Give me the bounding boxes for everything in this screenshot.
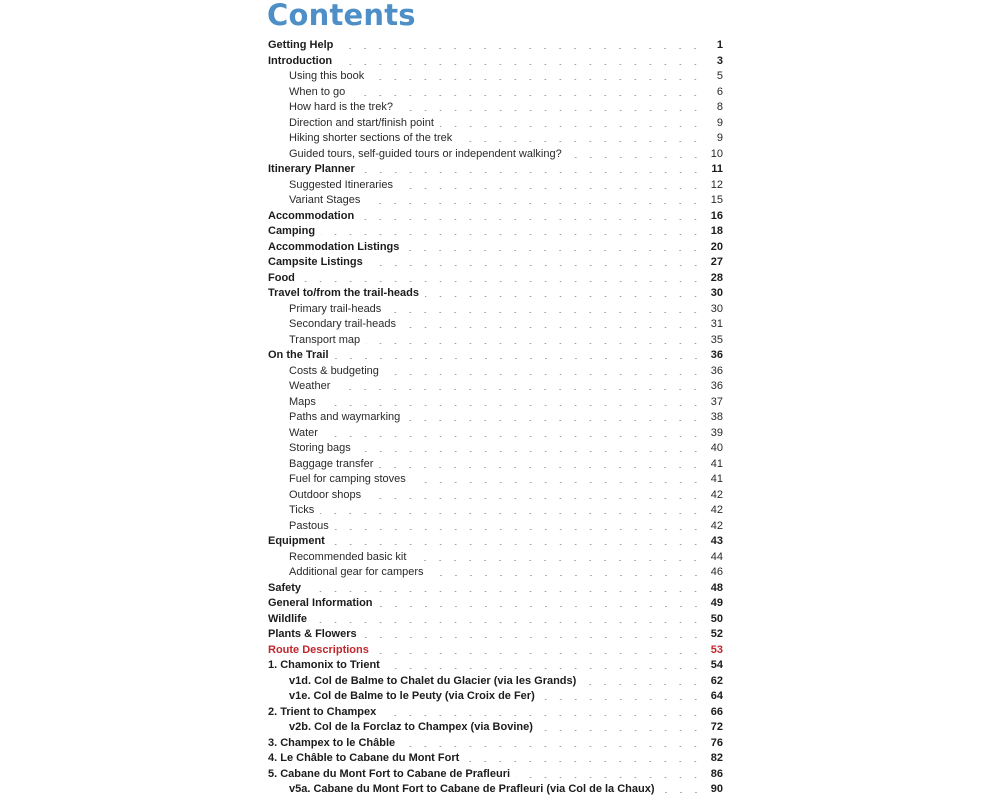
toc-entry[interactable]	[268, 658, 723, 674]
toc-entry[interactable]	[268, 193, 723, 209]
dot-leader	[385, 374, 703, 375]
toc-entry[interactable]	[268, 720, 723, 736]
toc-entry[interactable]	[268, 767, 723, 783]
toc-entry-label: Transport map	[289, 333, 361, 346]
dot-leader	[331, 544, 703, 545]
toc-entry-label: Costs & budgeting	[289, 364, 379, 377]
toc-entry-page-number: 39	[710, 426, 723, 439]
toc-entry[interactable]	[268, 534, 723, 550]
dot-leader	[382, 715, 703, 716]
toc-entry-page-number: 6	[716, 85, 723, 98]
toc-entry-page-number: 18	[710, 225, 723, 237]
toc-entry-page-number: 41	[710, 457, 723, 470]
toc-entry-label: Variant Stages	[289, 194, 361, 206]
toc-entry[interactable]	[268, 643, 723, 659]
toc-entry-page-number: 12	[710, 178, 723, 191]
dot-leader	[541, 699, 703, 700]
toc-entry-label: Pastous	[289, 519, 329, 532]
toc-entry[interactable]	[268, 550, 723, 566]
dot-leader	[465, 761, 703, 762]
dot-leader	[406, 420, 703, 421]
toc-entry[interactable]	[268, 271, 723, 287]
toc-entry-label: Camping	[268, 225, 316, 237]
toc-entry-label: Route Descriptions	[268, 643, 369, 656]
dot-leader	[367, 498, 703, 499]
toc-entry[interactable]	[268, 178, 723, 194]
toc-entry[interactable]	[268, 38, 723, 54]
toc-entry-label: Weather	[289, 380, 331, 392]
toc-entry-page-number: 52	[710, 628, 723, 640]
toc-entry-page-number: 42	[710, 488, 723, 501]
toc-entry[interactable]	[268, 410, 723, 426]
toc-entry-label: 1. Chamonix to Trient	[268, 659, 380, 671]
toc-entry-page-number: 36	[710, 364, 723, 377]
dot-leader	[363, 637, 703, 638]
dot-leader	[324, 436, 703, 437]
toc-entry-page-number: 30	[710, 287, 723, 299]
toc-entry-label: Additional gear for campers	[289, 566, 424, 578]
toc-entry-label: Maps	[289, 395, 316, 408]
dot-leader	[582, 684, 703, 685]
dot-leader	[379, 467, 703, 468]
dot-leader	[425, 296, 703, 297]
toc-entry[interactable]	[268, 116, 723, 132]
toc-entry-page-number: 31	[710, 318, 723, 330]
toc-entry[interactable]	[268, 457, 723, 473]
dot-leader	[338, 64, 703, 65]
toc-entry-label: v5a. Cabane du Mont Fort to Cabane de Prafleuri (via Col de la Chaux)	[289, 783, 655, 795]
dot-leader	[516, 777, 703, 778]
toc-entry-page-number: 28	[710, 271, 723, 284]
toc-entry-label: Campsite Listings	[268, 256, 363, 268]
toc-entry-page-number: 9	[716, 116, 723, 129]
dot-leader	[375, 653, 703, 654]
dot-leader	[301, 281, 703, 282]
toc-entry-page-number: 41	[710, 473, 723, 485]
toc-entry[interactable]	[268, 395, 723, 411]
dot-leader	[336, 389, 703, 390]
toc-entry[interactable]	[268, 751, 723, 767]
toc-entry[interactable]	[268, 54, 723, 70]
toc-entry[interactable]	[268, 488, 723, 504]
toc-entry-page-number: 66	[710, 705, 723, 718]
toc-entry-page-number: 15	[710, 194, 723, 206]
toc-entry-page-number: 50	[710, 612, 723, 625]
dot-leader	[387, 312, 703, 313]
toc-entry[interactable]	[268, 162, 723, 178]
toc-entry-page-number: 44	[710, 550, 723, 563]
toc-entry-label: Equipment	[268, 535, 325, 547]
toc-entry-page-number: 8	[716, 101, 723, 113]
toc-entry[interactable]	[268, 441, 723, 457]
toc-entry-label: How hard is the trek?	[289, 101, 393, 113]
toc-entry-label: 2. Trient to Champex	[268, 705, 377, 718]
dot-leader	[307, 591, 703, 592]
dot-leader	[321, 234, 703, 235]
toc-entry[interactable]	[268, 333, 723, 349]
toc-entry-page-number: 36	[710, 349, 723, 361]
toc-entry[interactable]	[268, 147, 723, 163]
toc-entry-label: Secondary trail-heads	[289, 318, 397, 330]
dot-leader	[402, 327, 703, 328]
toc-entry[interactable]	[268, 426, 723, 442]
toc-entry-page-number: 1	[716, 39, 723, 51]
toc-entry-page-number: 82	[710, 752, 723, 764]
dot-leader	[440, 126, 703, 127]
toc-entry-page-number: 40	[710, 442, 723, 454]
dot-leader	[399, 110, 703, 111]
page-title: Contents	[267, 0, 416, 32]
toc-entry[interactable]	[268, 782, 723, 798]
toc-entry-page-number: 48	[710, 581, 723, 594]
toc-entry[interactable]	[268, 209, 723, 225]
toc-entry[interactable]	[268, 705, 723, 721]
toc-entry[interactable]	[268, 519, 723, 535]
dot-leader	[568, 157, 703, 158]
dot-leader	[539, 730, 703, 731]
toc-entry-label: Suggested Itineraries	[289, 178, 393, 191]
dot-leader	[401, 746, 703, 747]
toc-entry[interactable]	[268, 255, 723, 271]
toc-entry-label: Recommended basic kit	[289, 550, 407, 563]
toc-entry[interactable]	[268, 348, 723, 364]
dot-leader	[405, 250, 703, 251]
toc-entry-page-number: 37	[710, 395, 723, 408]
toc-entry-label: Fuel for camping stoves	[289, 473, 406, 485]
dot-leader	[322, 405, 703, 406]
toc-entry-page-number: 27	[710, 256, 723, 268]
toc-entry-label: Plants & Flowers	[268, 628, 357, 640]
toc-entry-label: Introduction	[268, 54, 333, 67]
dot-leader	[430, 575, 703, 576]
toc-entry-label: Accommodation	[268, 209, 355, 222]
toc-entry-page-number: 11	[711, 163, 723, 175]
toc-entry-label: Using this book	[289, 70, 365, 82]
toc-entry-label: On the Trail	[268, 349, 329, 361]
toc-entry-page-number: 49	[710, 597, 723, 609]
toc-entry[interactable]	[268, 131, 723, 147]
toc-entry[interactable]	[268, 302, 723, 318]
toc-entry-page-number: 38	[710, 411, 723, 423]
toc-entry-page-number: 72	[710, 721, 723, 733]
toc-entry-page-number: 76	[710, 736, 723, 749]
toc-entry-label: Food	[268, 271, 295, 284]
toc-entry-label: Paths and waymarking	[289, 411, 401, 423]
dot-leader	[366, 203, 703, 204]
toc-entry-label: General Information	[268, 597, 373, 609]
toc-entry-label: Wildlife	[268, 612, 308, 625]
toc-entry-page-number: 9	[716, 132, 723, 144]
toc-entry[interactable]	[268, 240, 723, 256]
toc-entry-label: Safety	[268, 581, 302, 594]
toc-entry-page-number: 86	[710, 767, 723, 780]
toc-entry-label: Water	[289, 426, 318, 439]
toc-entry-label: Accommodation Listings	[268, 240, 400, 253]
toc-entry[interactable]	[268, 581, 723, 597]
toc-entry-page-number: 53	[710, 643, 723, 656]
toc-entry-label: 4. Le Châble to Cabane du Mont Fort	[268, 752, 460, 764]
dot-leader	[361, 172, 703, 173]
toc-entry[interactable]	[268, 627, 723, 643]
dot-leader	[366, 343, 703, 344]
toc-entry[interactable]	[268, 472, 723, 488]
dot-leader	[339, 48, 703, 49]
toc-entry[interactable]	[268, 85, 723, 101]
toc-entry-page-number: 16	[710, 209, 723, 222]
toc-entry-page-number: 42	[710, 519, 723, 532]
toc-entry[interactable]	[268, 100, 723, 116]
toc-entry[interactable]	[268, 379, 723, 395]
toc-entry-label: v1e. Col de Balme to le Peuty (via Croix de Fer)	[289, 690, 535, 702]
dot-leader	[320, 513, 703, 514]
toc-entry-label: Hiking shorter sections of the trek	[289, 132, 453, 144]
toc-entry-label: v1d. Col de Balme to Chalet du Glacier (via les Grands)	[289, 674, 577, 687]
toc-entry[interactable]	[268, 224, 723, 240]
dot-leader	[661, 792, 703, 793]
dot-leader	[412, 560, 703, 561]
toc-entry[interactable]	[268, 69, 723, 85]
toc-entry-page-number: 5	[716, 70, 723, 82]
toc-entry-label: v2b. Col de la Forclaz to Champex (via Bovine)	[289, 721, 533, 733]
dot-leader	[335, 529, 703, 530]
toc-entry-page-number: 10	[710, 147, 723, 160]
toc-entry-label: Storing bags	[289, 442, 351, 454]
toc-entry-page-number: 36	[710, 380, 723, 392]
toc-entry-label: Primary trail-heads	[289, 302, 382, 315]
toc-entry[interactable]	[268, 736, 723, 752]
toc-entry-page-number: 46	[710, 566, 723, 578]
toc-entry[interactable]	[268, 503, 723, 519]
dot-leader	[357, 451, 703, 452]
toc-entry-label: Travel to/from the trail-heads	[268, 287, 419, 299]
dot-leader	[313, 622, 703, 623]
toc-entry-label: Guided tours, self-guided tours or independent walking?	[289, 147, 562, 160]
dot-leader	[360, 219, 703, 220]
toc-entry-page-number: 64	[710, 690, 723, 702]
toc-entry[interactable]	[268, 612, 723, 628]
toc-entry-label: 5. Cabane du Mont Fort to Cabane de Prafleuri	[268, 767, 511, 780]
toc-entry-label: Getting Help	[268, 39, 334, 51]
toc-entry-page-number: 30	[710, 302, 723, 315]
toc-entry[interactable]	[268, 364, 723, 380]
dot-leader	[412, 482, 703, 483]
dot-leader	[386, 668, 703, 669]
toc-entry-label: Itinerary Planner	[268, 163, 355, 175]
dot-leader	[399, 188, 703, 189]
dot-leader	[369, 265, 703, 266]
toc-entry-page-number: 54	[710, 659, 723, 671]
toc-entry-label: 3. Champex to le Châble	[268, 736, 396, 749]
toc-entry-page-number: 90	[710, 783, 723, 795]
toc-entry-label: Outdoor shops	[289, 488, 362, 501]
toc-entry-page-number: 35	[710, 333, 723, 346]
toc-entry[interactable]	[268, 689, 723, 705]
table-of-contents	[268, 38, 723, 798]
toc-entry-page-number: 20	[710, 240, 723, 253]
toc-entry-label: Baggage transfer	[289, 457, 374, 470]
toc-entry-label: Ticks	[289, 504, 315, 516]
toc-entry[interactable]	[268, 286, 723, 302]
toc-entry[interactable]	[268, 596, 723, 612]
toc-entry-label: Direction and start/finish point	[289, 116, 434, 129]
dot-leader	[379, 606, 703, 607]
toc-entry-page-number: 42	[710, 504, 723, 516]
toc-entry[interactable]	[268, 317, 723, 333]
dot-leader	[335, 358, 703, 359]
dot-leader	[370, 79, 703, 80]
toc-entry-page-number: 3	[716, 54, 723, 67]
toc-entry[interactable]	[268, 565, 723, 581]
toc-entry-page-number: 43	[710, 535, 723, 547]
dot-leader	[458, 141, 703, 142]
toc-entry-label: When to go	[289, 85, 346, 98]
toc-entry[interactable]	[268, 674, 723, 690]
toc-entry-page-number: 62	[710, 674, 723, 687]
dot-leader	[351, 95, 703, 96]
